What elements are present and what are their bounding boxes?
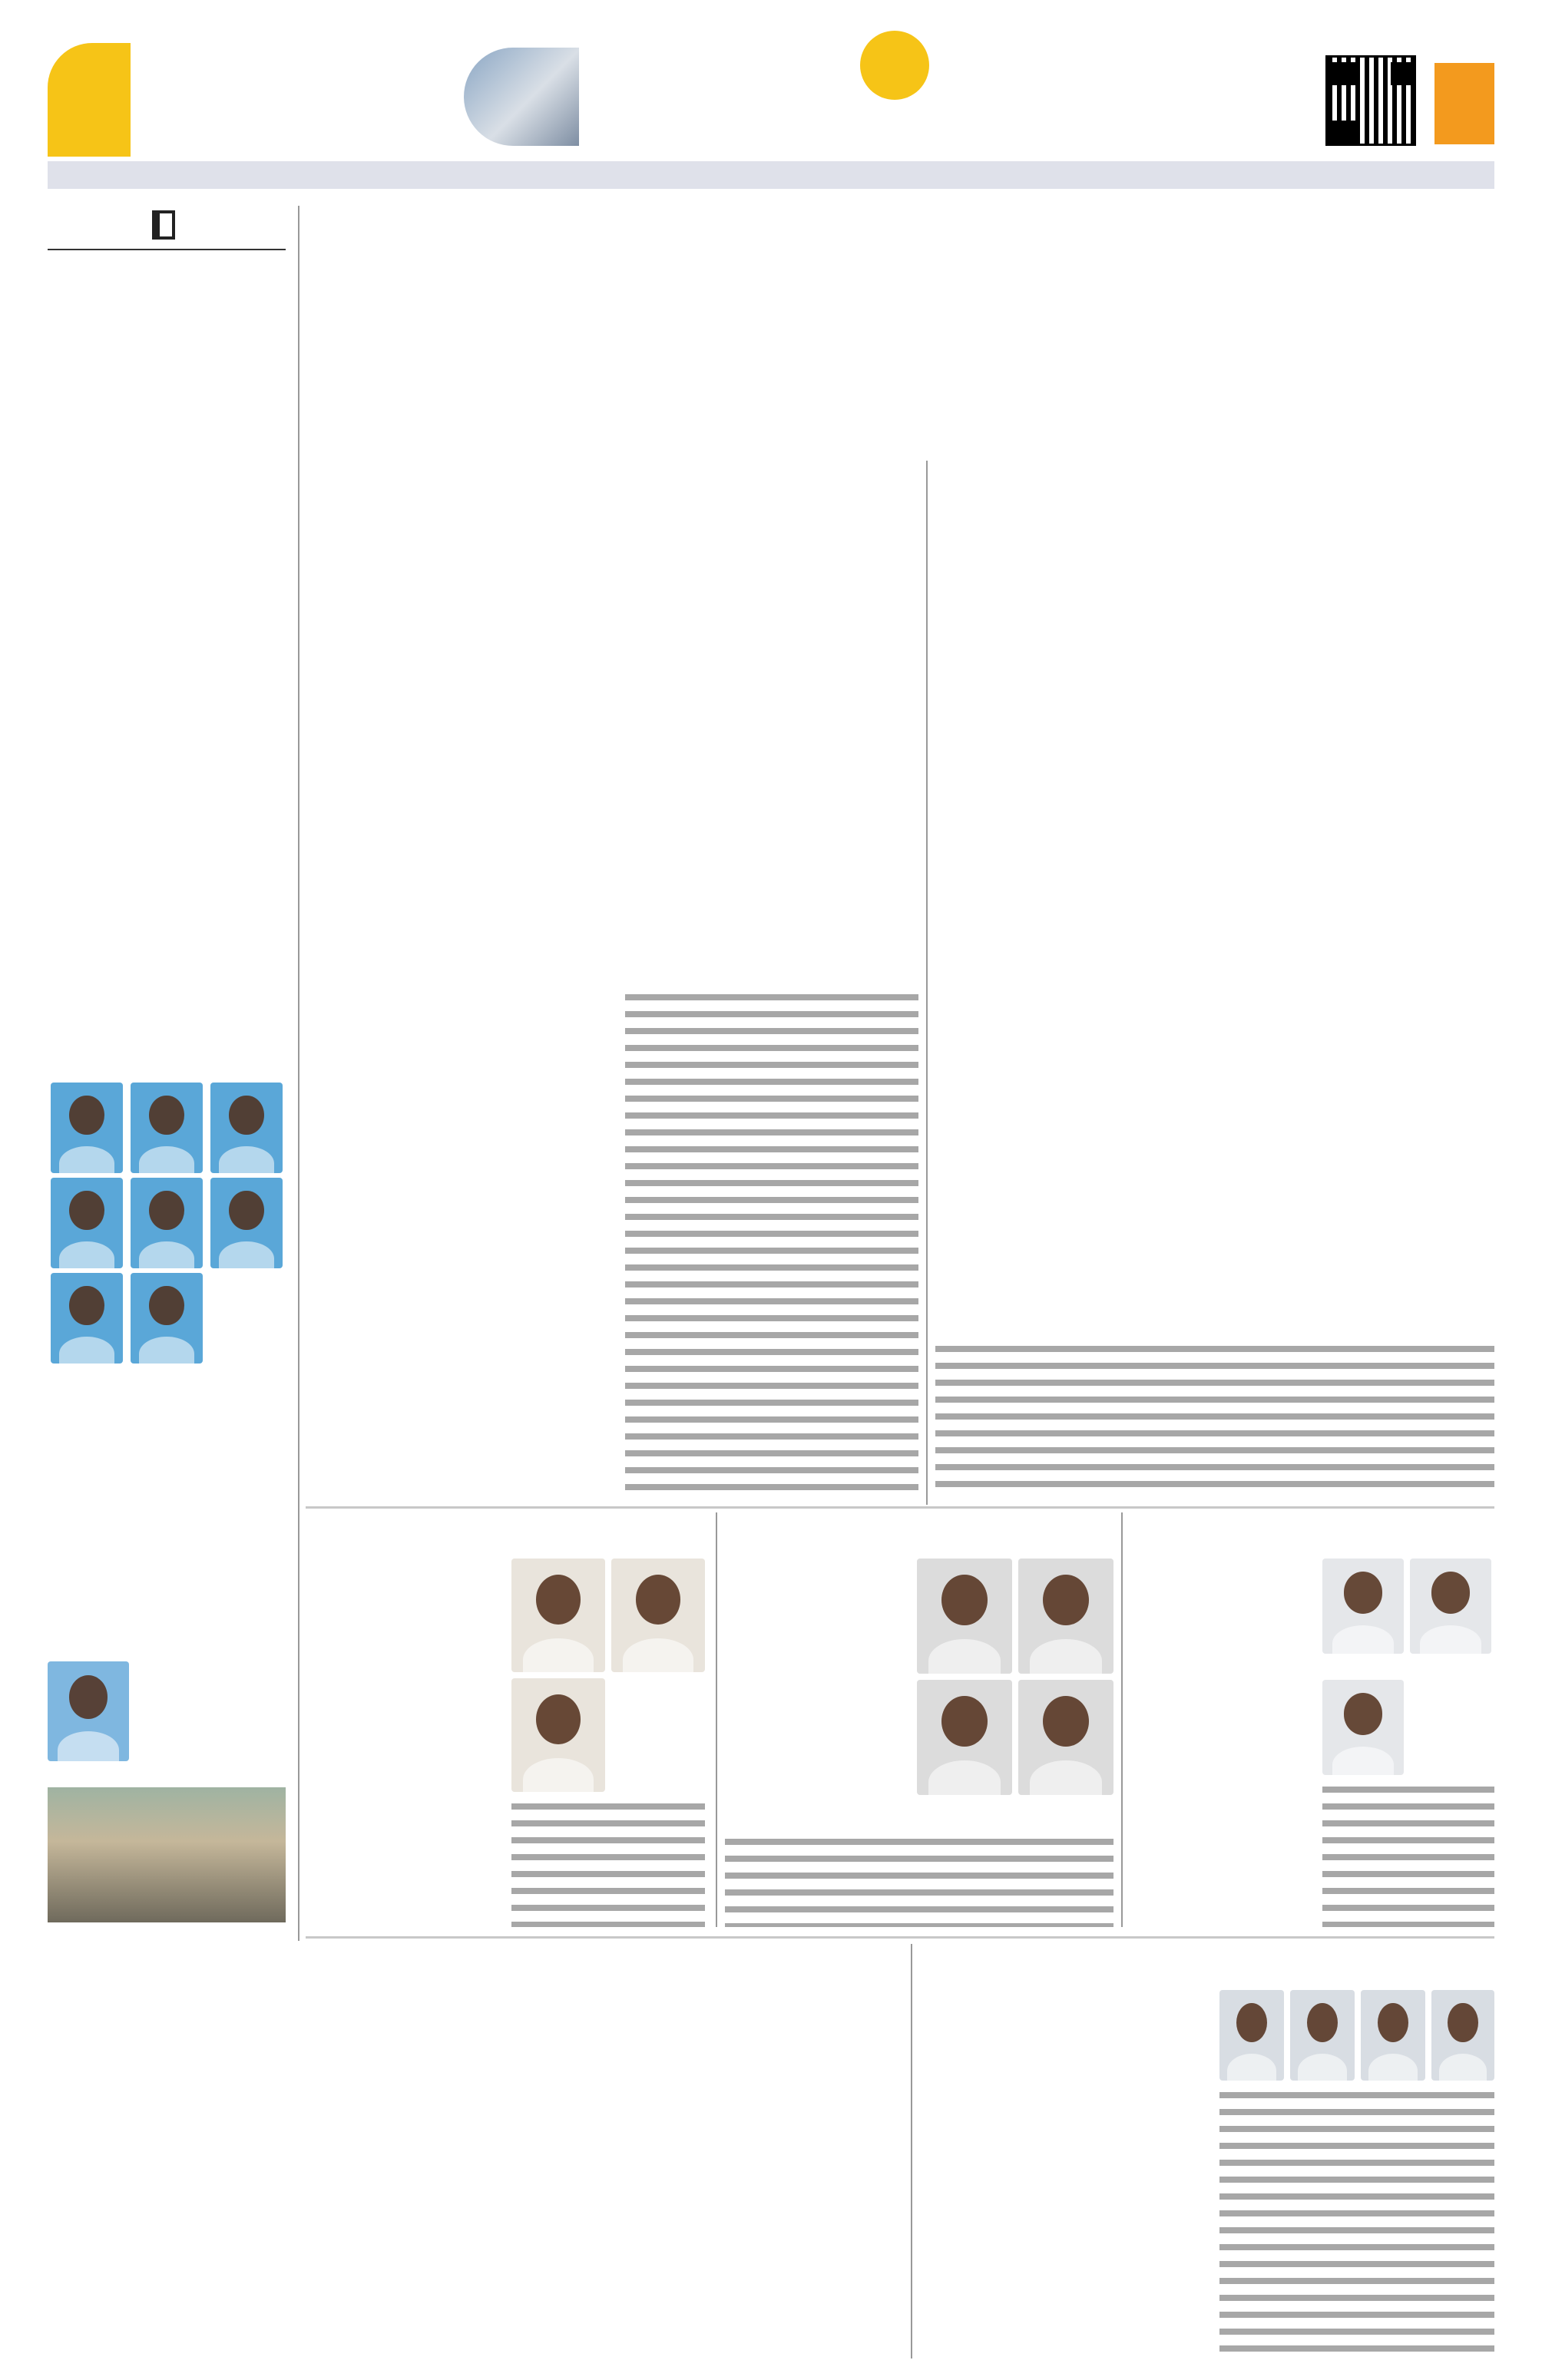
subrahmanya-body-col1 [312, 507, 619, 1497]
student-photo [210, 1083, 283, 1173]
column-divider [1121, 1512, 1123, 1927]
student-photo [1290, 1990, 1355, 2081]
student-photo [210, 1178, 283, 1268]
column-divider [716, 1512, 717, 1927]
student-photo [1361, 1990, 1425, 2081]
student-photo [51, 1083, 123, 1173]
felicitation-caption [48, 1932, 286, 2002]
student-photo [1018, 1680, 1113, 1795]
student-photo [511, 1559, 605, 1672]
sidebar-divider [298, 206, 299, 1941]
story3-body [48, 1370, 286, 1562]
qr-code[interactable] [1325, 55, 1416, 146]
student-photo [1431, 1990, 1494, 2081]
ambika-body-2 [1219, 2088, 1494, 2359]
section-rule [306, 1936, 1494, 1939]
sun-decoration [860, 31, 929, 100]
book-icon [152, 210, 175, 240]
student-photo [1410, 1559, 1491, 1654]
student-photo [131, 1273, 203, 1364]
story3-caption [210, 1273, 286, 1365]
column-divider [926, 461, 928, 1505]
student-photo [1322, 1559, 1404, 1654]
student-photo [1219, 1990, 1284, 2081]
philomina-body [725, 1559, 909, 1827]
indraprastha-body-2 [511, 1800, 705, 1927]
section-rule [306, 1506, 1494, 1509]
student-photo [611, 1559, 705, 1672]
student-photo [51, 1178, 123, 1268]
sidebar-rule [48, 249, 286, 250]
student-photo [131, 1083, 203, 1173]
sharada-body [312, 1990, 634, 2359]
story1-body [48, 313, 286, 521]
kumaraswamy-body [1130, 1559, 1315, 1927]
student-photo [51, 1273, 123, 1364]
student-photo [1322, 1680, 1404, 1775]
story2-body [48, 582, 286, 1012]
kumaraswamy-caption [1410, 1680, 1493, 1775]
info-bar [48, 161, 1494, 189]
masthead-photo [464, 48, 579, 146]
student-photo [131, 1178, 203, 1268]
student-photo [917, 1680, 1012, 1795]
kumaraswamy-body-2 [1322, 1783, 1494, 1927]
philomina-body-2 [725, 1835, 1113, 1927]
felicitation-photo [48, 1787, 286, 1922]
indraprastha-caption [611, 1678, 705, 1792]
karkala-body-bottom [935, 1342, 1494, 1492]
ambika-body [920, 1990, 1212, 2359]
student-photo [511, 1678, 605, 1792]
lead-intro [310, 353, 1490, 448]
karkala-body [935, 630, 1213, 1336]
indraprastha-body [312, 1559, 504, 1927]
masthead [0, 0, 1542, 157]
story4-body [48, 1600, 286, 1661]
student-photo [48, 1661, 129, 1761]
subrahmanya-body-col2 [625, 990, 918, 1497]
student-photo [1018, 1559, 1113, 1674]
page-number-badge [48, 43, 131, 157]
orange-block [1434, 63, 1494, 144]
column-divider [911, 1944, 912, 2359]
student-photo [917, 1559, 1012, 1674]
sidebar [48, 206, 286, 2102]
story4-caption [135, 1661, 286, 1761]
